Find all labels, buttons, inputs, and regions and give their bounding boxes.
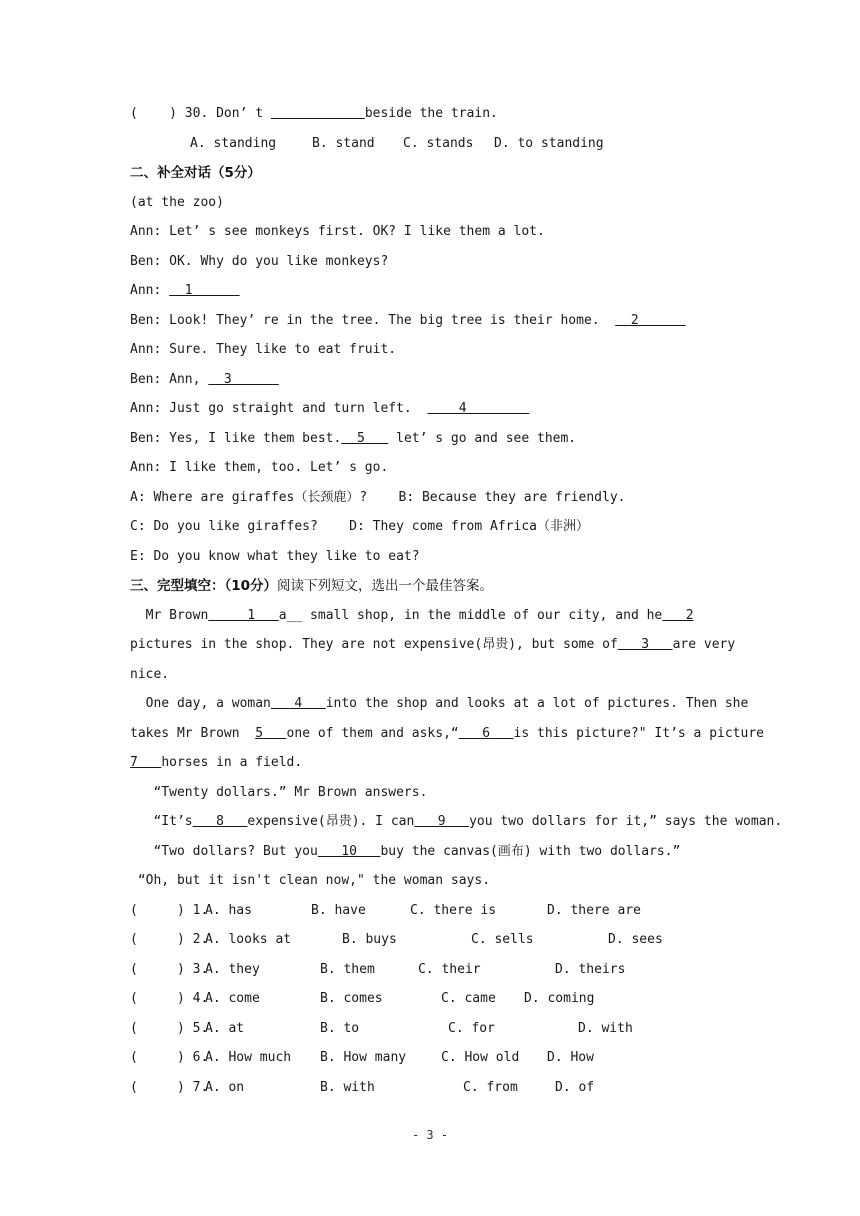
question-30 — [130, 105, 498, 123]
answer-option: A. on — [205, 1080, 245, 1095]
dialog-text: Ben: Ann, — [130, 372, 209, 387]
dialog-text: let’ s go and see them. — [388, 431, 577, 446]
passage-line — [130, 725, 764, 743]
dialog-text: Ben: OK. Why do you like monkeys? — [130, 254, 389, 269]
answer-option: B. with — [320, 1080, 375, 1095]
passage-text: is this picture?" It’s a picture — [513, 726, 764, 741]
passage-text: pictures in the shop. They are not expensive(昂贵), but some of — [130, 637, 618, 652]
option-d: D. to standing — [494, 136, 604, 151]
question-number: ( ) 4. — [130, 991, 209, 1006]
passage-line — [130, 695, 748, 713]
question-number: ( ) 5. — [130, 1021, 209, 1036]
dialog-text: Ann: Let’ s see monkeys first. OK? I like them a lot. — [130, 224, 545, 239]
answer-option: C. their — [418, 962, 481, 977]
choice-line: E: Do you know what they like to eat? — [130, 549, 420, 564]
passage-text: One day, a woman — [130, 696, 271, 711]
answer-blank — [271, 106, 365, 121]
answer-option: A. has — [205, 903, 252, 918]
answer-option: D. coming — [524, 991, 595, 1006]
dialog-text: Ann: I like them, too. Let’ s go. — [130, 460, 389, 475]
answer-option: B. buys — [342, 932, 397, 947]
choice-line: A: Where are giraffes（长颈鹿）? B: Because they are friendly. — [130, 490, 626, 505]
answer-blank: 4 — [427, 401, 530, 416]
passage-text: are very — [672, 637, 736, 652]
passage-text: horses in a field. — [161, 755, 303, 770]
passage-line — [130, 813, 782, 831]
dialog-text: Ann: Just go straight and turn left. — [130, 401, 428, 416]
passage-text: takes Mr Brown — [130, 726, 256, 741]
dialog-line — [130, 400, 529, 418]
passage-line — [130, 843, 680, 861]
option-c: C. stands — [403, 136, 474, 151]
answer-option: C. How old — [441, 1050, 520, 1065]
section-3-instruction: 阅读下列短文，选出一个最佳答案。 — [277, 578, 494, 594]
passage-text: into the shop and looks at a lot of pictures. Then she — [325, 696, 749, 711]
answer-option: D. there are — [547, 903, 641, 918]
dialog-line — [130, 371, 279, 389]
choice-line: C: Do you like giraffes? D: They come from Africa（非洲） — [130, 519, 589, 534]
option-b: B. stand — [312, 136, 375, 151]
answer-option: D. of — [555, 1080, 595, 1095]
passage-text: Mr Brown — [130, 608, 209, 623]
answer-blank: 2 — [662, 608, 694, 623]
question-30-rest: beside the train. — [364, 106, 498, 121]
passage-text: expensive(昂贵). I can — [247, 814, 415, 829]
passage-text: “Twenty dollars.” Mr Brown answers. — [130, 785, 428, 800]
answer-blank: 3 — [208, 372, 279, 387]
answer-option: C. there is — [410, 903, 497, 918]
dialog-text: Ann: — [130, 283, 170, 298]
question-number: ( ) 3. — [130, 962, 209, 977]
section-3-title: 三、完型填空：（10分） — [130, 578, 278, 594]
passage-line — [130, 666, 169, 684]
dialog-line — [130, 341, 396, 359]
dialog-line — [130, 459, 388, 477]
passage-line — [130, 636, 735, 654]
answer-option: B. to — [320, 1021, 360, 1036]
dialog-line — [130, 223, 545, 241]
dialog-line — [130, 253, 388, 271]
passage-text: “Oh, but it isn't clean now," the woman says. — [130, 873, 491, 888]
answer-blank: 5 — [341, 431, 389, 446]
passage-text: a — [278, 608, 287, 623]
answer-blank: 5 — [255, 726, 287, 741]
passage-text: “Two dollars? But you — [130, 844, 318, 859]
answer-option: D. with — [578, 1021, 633, 1036]
passage-line — [130, 784, 427, 802]
section-2-heading: 二、补全对话（5分） — [130, 165, 261, 181]
page-number: - 3 - — [411, 1128, 449, 1142]
answer-option: B. comes — [320, 991, 383, 1006]
passage-text: one of them and asks,“ — [286, 726, 459, 741]
answer-blank: 10 — [317, 844, 381, 859]
answer-option: A. How much — [205, 1050, 292, 1065]
section-3-heading — [130, 577, 493, 595]
passage-text: buy the canvas(画布) with two dollars.” — [380, 844, 681, 859]
dialog-line — [130, 194, 224, 212]
answer-option: C. from — [463, 1080, 518, 1095]
question-30-stem: ( ) 30. Don’ t — [130, 106, 271, 121]
answer-blank: 8 — [192, 814, 248, 829]
answer-blank: 2 — [615, 313, 686, 328]
dialog-line — [130, 282, 240, 300]
dialog-text: Ben: Yes, I like them best. — [130, 431, 342, 446]
passage-text: small shop, in the middle of our city, and he — [302, 608, 663, 623]
question-number: ( ) 7. — [130, 1080, 209, 1095]
answer-option: C. sells — [471, 932, 534, 947]
passage-line — [130, 872, 490, 890]
answer-option: B. them — [320, 962, 375, 977]
passage-text: you two dollars for it,” says the woman. — [469, 814, 783, 829]
answer-blank: 3 — [617, 637, 673, 652]
passage-line — [130, 754, 302, 772]
answer-option: A. come — [205, 991, 260, 1006]
answer-option: B. have — [311, 903, 366, 918]
answer-option: D. How — [547, 1050, 594, 1065]
dialog-text: Ann: Sure. They like to eat fruit. — [130, 342, 397, 357]
answer-blank: 1 — [169, 283, 240, 298]
question-number: ( ) 6. — [130, 1050, 209, 1065]
answer-option: D. sees — [608, 932, 663, 947]
passage-line — [130, 607, 694, 625]
answer-option: A. looks at — [205, 932, 292, 947]
dialog-text: (at the zoo) — [130, 195, 224, 210]
answer-blank: 4 — [270, 696, 326, 711]
passage-text: nice. — [130, 667, 170, 682]
answer-option: D. theirs — [555, 962, 626, 977]
answer-option: C. for — [448, 1021, 495, 1036]
answer-option: A. they — [205, 962, 260, 977]
dialog-text: Ben: Look! They’ re in the tree. The big tree is their home. — [130, 313, 616, 328]
answer-option: B. How many — [320, 1050, 407, 1065]
option-a: A. standing — [190, 136, 277, 151]
dialog-line — [130, 430, 576, 448]
passage-text: “It’s — [130, 814, 193, 829]
passage-text: __ — [286, 608, 303, 623]
answer-blank: 6 — [458, 726, 514, 741]
question-number: ( ) 2. — [130, 932, 209, 947]
answer-option: A. at — [205, 1021, 245, 1036]
dialog-line — [130, 312, 686, 330]
answer-option: C. came — [441, 991, 496, 1006]
answer-blank: 9 — [414, 814, 470, 829]
answer-blank: 7 — [130, 755, 162, 770]
question-number: ( ) 1. — [130, 903, 209, 918]
answer-blank: 1 — [208, 608, 279, 623]
